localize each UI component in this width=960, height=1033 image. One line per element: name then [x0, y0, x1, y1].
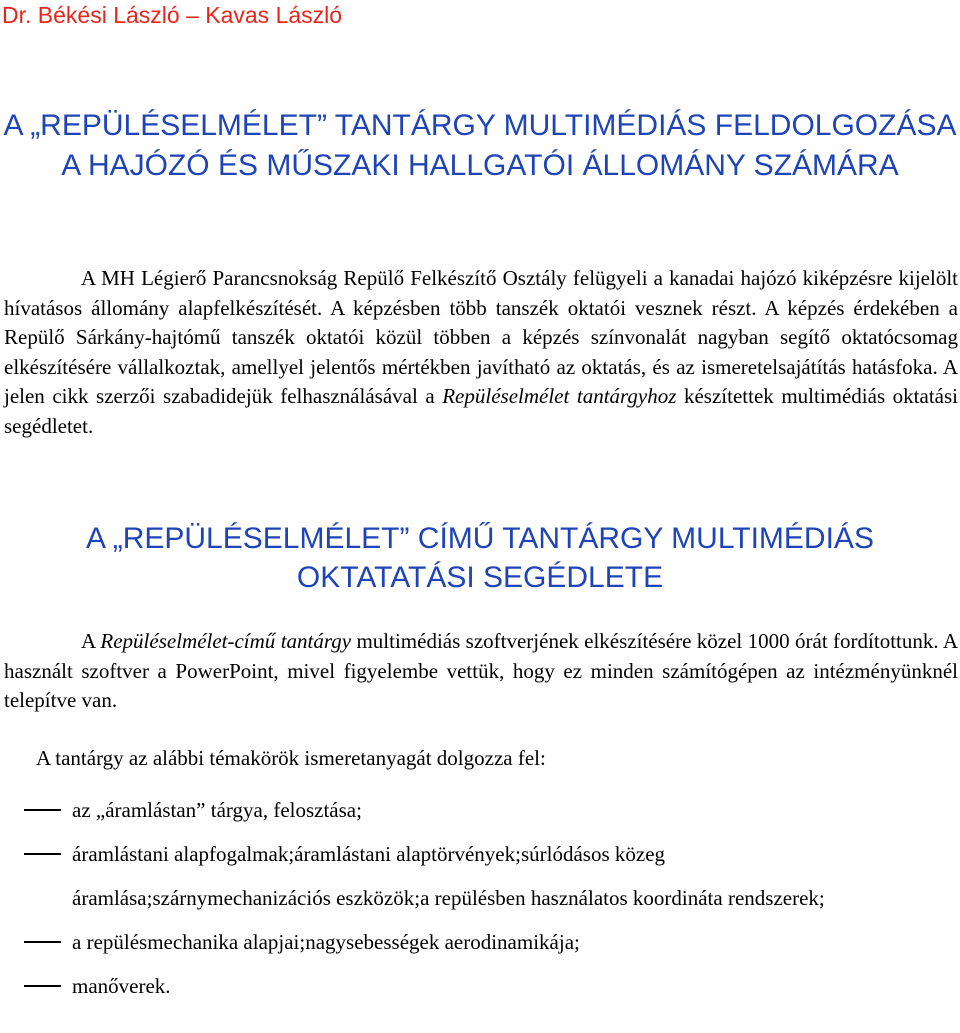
dash-bullet-icon: [24, 853, 61, 855]
topic-list: [0, 788, 960, 1008]
intro-text-end: készítettek multimédiás oktatási segédletet.: [4, 384, 958, 438]
list-item-text: manőverek.: [72, 974, 171, 998]
list-item-text: a repülésmechanika alapjai;nagysebességek aerodinamikája;: [72, 930, 580, 954]
dash-bullet-icon: [24, 985, 61, 987]
list-intro: A tantárgy az alábbi témakörök ismeretanyagát dolgozza fel:: [36, 746, 546, 770]
list-item-text: áramlástani alapfogalmak;áramlástani alaptörvények;súrlódásos közeg áramlása;szárnymechanizációs eszközök;a repülésben használatos koordináta rendszerek;: [72, 842, 825, 910]
document-title: A „REPÜLÉSELMÉLET” TANTÁRGY MULTIMÉDIÁS FELDOLGOZÁSA A HAJÓZÓ ÉS MŰSZAKI HALLGATÓI ÁLLOMÁNY SZÁMÁRA: [3, 109, 957, 182]
list-item: [0, 920, 960, 964]
list-item: [0, 964, 960, 1008]
section-text-end: multimédiás szoftverjének elkészítésére közel 1000 órát fordítottunk. A használt szoftver a PowerPoint, mivel figyelembe vettük, hogy ez minden számítógépen az intézményünknél telepítve van.: [4, 629, 958, 712]
section-italic-term: Repüléselmélet-című tantárgy: [100, 629, 352, 653]
section-text: A: [81, 629, 101, 653]
intro-italic-term: Repüléselmélet tantárgyhoz: [442, 384, 677, 408]
section-heading: A „REPÜLÉSELMÉLET” CÍMŰ TANTÁRGY MULTIMÉDIÁS OKTATATÁSI SEGÉDLETE: [86, 522, 874, 594]
intro-text: A MH Légierő Parancsnokság Repülő Felkészítő Osztály felügyeli a kanadai hajózó kiképzésre kijelölt hívatásos állomány alapfelkészítését. A képzésben több tanszék oktatói vesznek részt. A képzés érdekében a Repülő Sárkány-hajtómű tanszék oktatói közül többen a képzés színvonalát nagyban segítő oktatócsomag elkészítésére vállalkoztak, amellyel jelentős mértékben javítható az oktatás, és az ismeretelsajátítás hatásfoka. A jelen cikk szerzői szabadidejük felhasználásával a: [4, 266, 958, 408]
dash-bullet-icon: [24, 941, 61, 943]
dash-bullet-icon: [24, 809, 61, 811]
list-item: [0, 788, 960, 832]
section-paragraph: [4, 627, 958, 716]
intro-paragraph: [4, 264, 958, 441]
list-item-text: az „áramlástan” tárgya, felosztása;: [72, 798, 362, 822]
author-line: Dr. Békési László – Kavas László: [2, 2, 343, 28]
list-item: [0, 832, 960, 920]
